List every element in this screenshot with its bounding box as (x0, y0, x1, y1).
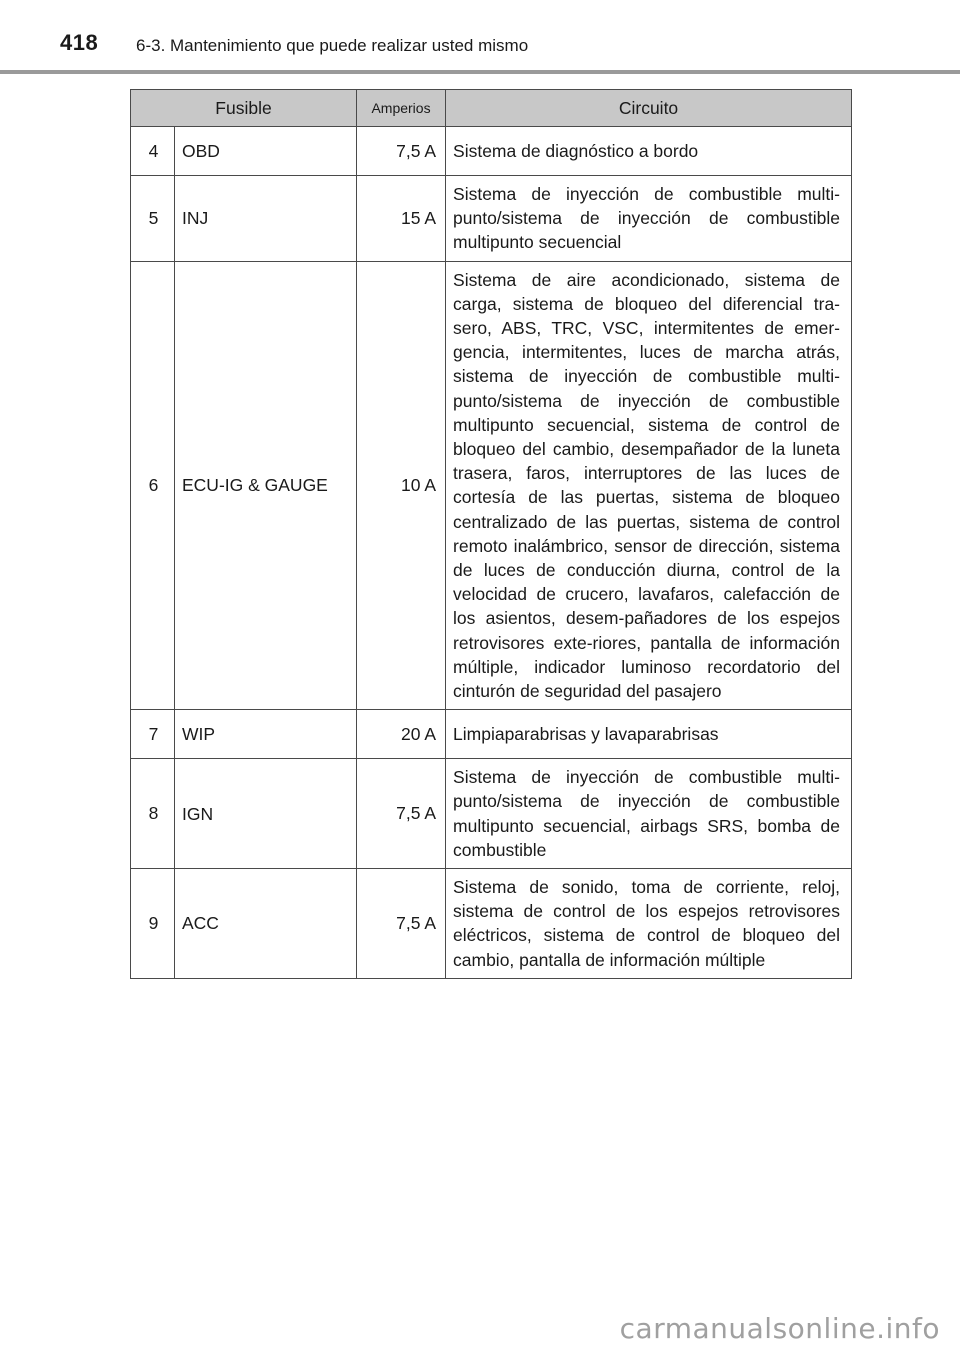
fuse-circuit: Sistema de diagnóstico a bordo (446, 127, 852, 176)
fuse-circuit: Limpiaparabrisas y lavaparabrisas (446, 710, 852, 759)
table-row (131, 176, 852, 262)
fuse-name: INJ (175, 176, 357, 262)
fuse-circuit: Sistema de inyección de combustible multi-punto/sistema de inyección de combustible multipunto secuencial (446, 176, 852, 262)
fuse-number: 6 (131, 261, 175, 710)
fuse-amps: 7,5 A (357, 127, 446, 176)
fuse-number: 4 (131, 127, 175, 176)
watermark: carmanualsonline.info (619, 1312, 940, 1345)
fuse-circuit: Sistema de inyección de combustible multi-punto/sistema de inyección de combustible multipunto secuencial, airbags SRS, bomba de combustible (446, 759, 852, 869)
fuse-amps: 20 A (357, 710, 446, 759)
header-divider (0, 70, 960, 74)
column-header-fuse: Fusible (131, 90, 357, 127)
section-title: 6-3. Mantenimiento que puede realizar usted mismo (136, 36, 529, 55)
fuse-table (130, 89, 852, 979)
fuse-amps: 10 A (357, 261, 446, 710)
fuse-number: 8 (131, 759, 175, 869)
table-row (131, 127, 852, 176)
fuse-number: 7 (131, 710, 175, 759)
fuse-circuit: Sistema de sonido, toma de corriente, reloj, sistema de control de los espejos retrovisores eléctricos, sistema de control de bloqueo del cambio, pantalla de información múltiple (446, 869, 852, 979)
fuse-name: ACC (175, 869, 357, 979)
table-row (131, 710, 852, 759)
fuse-number: 9 (131, 869, 175, 979)
fuse-circuit: Sistema de aire acondicionado, sistema de carga, sistema de bloqueo del diferencial tra-sero, ABS, TRC, VSC, intermitentes de emer-gencia, intermitentes, luces de marcha atrás, sistema de inyección de combustible multi-punto/sistema de inyección de combustible multipunto secuencial, sistema de control de bloqueo del cambio, desempañador de la luneta trasera, faros, interruptores de las luces de cortesía de las puertas, sistema de bloqueo centralizado de las puertas, sistema de control remoto inalámbrico, sensor de dirección, sistema de luces de conducción diurna, control de la velocidad de crucero, lavafaros, calefacción de los asientos, desem-pañadores de los espejos retrovisores exte-riores, pantalla de información múltiple, indicador luminoso recordatorio del cinturón de seguridad del pasajero (446, 261, 852, 710)
fuse-amps: 15 A (357, 176, 446, 262)
column-header-amps: Amperios (357, 90, 446, 127)
fuse-name: WIP (175, 710, 357, 759)
column-header-circuit: Circuito (446, 90, 852, 127)
fuse-name: ECU-IG & GAUGE (175, 261, 357, 710)
table-row (131, 261, 852, 710)
fuse-name: OBD (175, 127, 357, 176)
table-row (131, 759, 852, 869)
page-number: 418 (60, 30, 99, 55)
fuse-number: 5 (131, 176, 175, 262)
table-row (131, 869, 852, 979)
fuse-amps: 7,5 A (357, 759, 446, 869)
table-header-row (131, 90, 852, 127)
page-header (0, 0, 960, 74)
fuse-name: IGN (175, 759, 357, 869)
fuse-amps: 7,5 A (357, 869, 446, 979)
